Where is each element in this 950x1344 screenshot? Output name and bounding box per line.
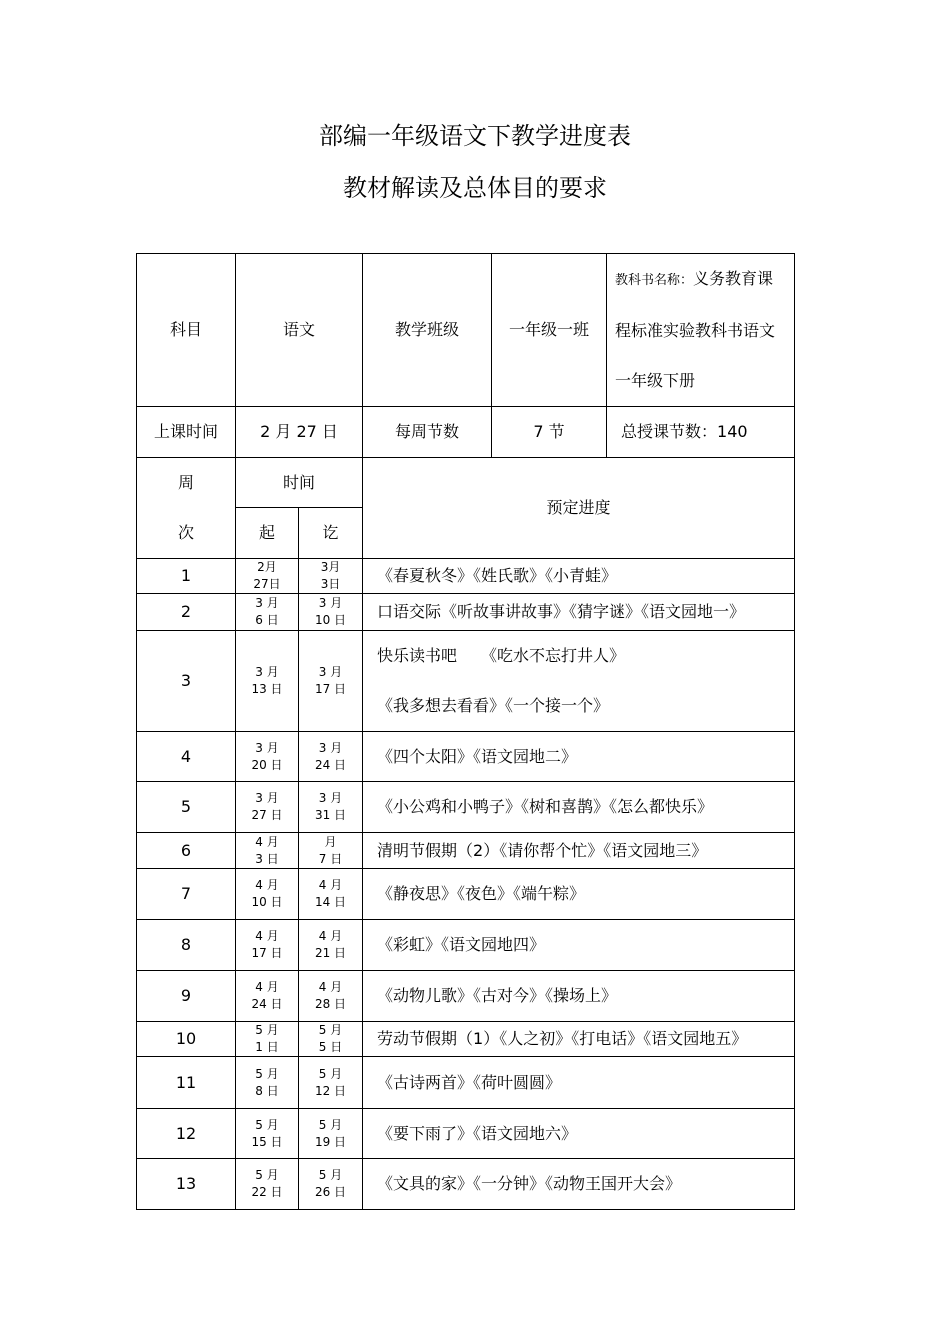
table-row — [137, 1057, 795, 1109]
start-date — [236, 594, 299, 631]
week-number: 3 — [137, 631, 236, 732]
progress-cell — [363, 971, 795, 1022]
end-date — [299, 594, 363, 631]
start-month: 3 月 — [255, 740, 279, 755]
start-date — [236, 971, 299, 1022]
start-date — [236, 1109, 299, 1159]
end-date — [299, 559, 363, 594]
table-row — [137, 1109, 795, 1159]
end-month: 3 月 — [318, 740, 343, 755]
progress-cell — [363, 833, 795, 869]
week-header — [137, 458, 236, 559]
start-day: 8 日 — [255, 1083, 279, 1098]
end-day: 3日 — [320, 577, 341, 591]
textbook-label: 教科书名称： — [615, 273, 694, 288]
table-row — [137, 782, 795, 833]
weekly-value: 7 节 — [492, 407, 607, 458]
table-row — [137, 732, 795, 782]
week-number: 12 — [137, 1109, 236, 1159]
class-value: 一年级一班 — [492, 254, 607, 407]
end-date — [299, 1109, 363, 1159]
end-day: 10 日 — [314, 613, 347, 627]
end-month: 4 月 — [318, 878, 343, 892]
end-day: 24 日 — [314, 757, 347, 772]
week-number: 8 — [137, 920, 236, 971]
table-row — [137, 833, 795, 869]
end-month: 5 月 — [318, 1168, 343, 1182]
progress-text: 劳动节假期（1）《人之初》《打电话》《语文园地五》 — [377, 1029, 748, 1048]
start-label: 上课时间 — [137, 407, 236, 458]
end-date — [299, 1057, 363, 1109]
end-day: 19 日 — [314, 1134, 347, 1149]
start-month: 5 月 — [255, 1023, 279, 1037]
progress-header: 预定进度 — [363, 458, 795, 559]
end-date — [299, 732, 363, 782]
table-row — [137, 869, 795, 920]
subject-label: 科目 — [137, 254, 236, 407]
start-day: 20 日 — [251, 757, 283, 772]
progress-text: 《古诗两首》《荷叶圆圆》 — [377, 1072, 562, 1092]
week-number: 7 — [137, 869, 236, 920]
end-month: 5 月 — [318, 1023, 343, 1037]
subject-value: 语文 — [236, 254, 363, 407]
progress-cell — [363, 732, 795, 782]
progress-cell — [363, 1159, 795, 1210]
header-row-1 — [137, 458, 795, 508]
start-month: 4 月 — [255, 834, 279, 849]
start-day: 10 日 — [251, 895, 283, 909]
end-date — [299, 1022, 363, 1057]
end-month: 3 月 — [318, 791, 343, 805]
start-date — [236, 631, 299, 732]
week-number: 11 — [137, 1057, 236, 1109]
end-day: 26 日 — [314, 1185, 347, 1199]
table-row — [137, 1159, 795, 1210]
progress-text: 《静夜思》《夜色》《端午粽》 — [377, 884, 586, 903]
start-month: 3 月 — [255, 665, 279, 679]
start-date — [236, 869, 299, 920]
start-month: 4 月 — [255, 878, 279, 892]
week-header-bottom: 次 — [177, 523, 194, 542]
end-month: 4 月 — [318, 929, 343, 943]
end-month: 3月 — [320, 560, 341, 574]
start-day: 6 日 — [255, 613, 279, 627]
week-number: 10 — [137, 1022, 236, 1057]
end-month: 3 月 — [318, 665, 343, 679]
table-row — [137, 594, 795, 631]
end-day: 7 日 — [318, 851, 343, 866]
end-day: 17 日 — [314, 682, 347, 696]
progress-text: 《四个太阳》《语文园地二》 — [377, 746, 578, 766]
progress-cell — [363, 559, 795, 594]
page-title: 部编一年级语文下教学进度表 — [319, 122, 631, 150]
week-number: 4 — [137, 732, 236, 782]
table-row — [137, 559, 795, 594]
progress-cell — [363, 1022, 795, 1057]
progress-cell — [363, 1057, 795, 1109]
progress-text: 清明节假期（2）《请你帮个忙》《语文园地三》 — [377, 840, 708, 860]
end-day: 31 日 — [314, 808, 347, 822]
end-day: 12 日 — [314, 1083, 347, 1098]
start-day: 13 日 — [251, 682, 283, 696]
progress-text: 《彩虹》《语文园地四》 — [377, 935, 546, 954]
info-row-2 — [137, 407, 795, 458]
progress-text: 《春夏秋冬》《姓氏歌》《小青蛙》 — [377, 566, 618, 585]
progress-text: 口语交际《听故事讲故事》《猜字谜》《语文园地一》 — [377, 602, 746, 621]
week-number: 5 — [137, 782, 236, 833]
start-date — [236, 1022, 299, 1057]
end-date — [299, 631, 363, 732]
end-header: 讫 — [299, 508, 363, 559]
start-month: 3 月 — [255, 596, 279, 610]
end-date — [299, 782, 363, 833]
start-month: 3 月 — [255, 791, 279, 805]
start-day: 24 日 — [251, 997, 283, 1011]
info-row-1 — [137, 254, 795, 407]
start-date — [236, 833, 299, 869]
end-month: 月 — [324, 834, 337, 849]
textbook-line1: 义务教育课 — [693, 269, 774, 288]
class-label: 教学班级 — [363, 254, 492, 407]
end-date — [299, 833, 363, 869]
start-date — [236, 920, 299, 971]
start-month: 2月 — [257, 560, 277, 574]
progress-cell — [363, 594, 795, 631]
textbook-line3: 一年级下册 — [615, 371, 696, 390]
start-month: 4 月 — [255, 980, 279, 994]
time-header: 时间 — [236, 458, 363, 508]
table-row — [137, 971, 795, 1022]
week-number: 2 — [137, 594, 236, 631]
week-number: 9 — [137, 971, 236, 1022]
end-date — [299, 920, 363, 971]
textbook-line2: 程标准实验教科书语文 — [615, 321, 776, 340]
end-day: 28 日 — [314, 997, 347, 1011]
week-number: 1 — [137, 559, 236, 594]
start-date — [236, 782, 299, 833]
end-date — [299, 869, 363, 920]
table-row — [137, 920, 795, 971]
weekly-label: 每周节数 — [363, 407, 492, 458]
page-subtitle: 教材解读及总体目的要求 — [343, 174, 607, 202]
progress-text: 《小公鸡和小鸭子》《树和喜鹊》《怎么都快乐》 — [377, 797, 714, 816]
start-date — [236, 1057, 299, 1109]
start-day: 27日 — [253, 577, 281, 591]
table-row — [137, 1022, 795, 1057]
end-month: 3 月 — [318, 596, 343, 610]
progress-text: 《要下雨了》《语文园地六》 — [377, 1123, 578, 1143]
start-day: 1 日 — [255, 1040, 279, 1054]
table-row — [137, 631, 795, 732]
progress-text-2: 《我多想去看看》《一个接一个》 — [377, 696, 610, 715]
end-date — [299, 971, 363, 1022]
schedule-table — [136, 253, 795, 1210]
progress-cell — [363, 920, 795, 971]
progress-cell — [363, 631, 795, 732]
start-value: 2 月 27 日 — [236, 407, 363, 458]
textbook-cell — [607, 254, 795, 407]
end-day: 14 日 — [314, 895, 347, 909]
start-month: 5 月 — [255, 1066, 279, 1081]
progress-text: 《文具的家》《一分钟》《动物王国开大会》 — [377, 1174, 682, 1193]
start-day: 17 日 — [251, 946, 283, 960]
week-number: 13 — [137, 1159, 236, 1210]
week-header-top: 周 — [177, 473, 194, 492]
start-month: 5 月 — [255, 1168, 279, 1182]
start-day: 15 日 — [251, 1134, 283, 1149]
start-day: 3 日 — [255, 851, 279, 866]
progress-text: 《动物儿歌》《古对今》《操场上》 — [377, 986, 618, 1005]
start-day: 27 日 — [251, 808, 283, 822]
progress-cell — [363, 782, 795, 833]
start-date — [236, 559, 299, 594]
start-header: 起 — [236, 508, 299, 559]
start-month: 4 月 — [255, 929, 279, 943]
start-month: 5 月 — [255, 1117, 279, 1132]
start-date — [236, 732, 299, 782]
start-date — [236, 1159, 299, 1210]
week-number: 6 — [137, 833, 236, 869]
end-day: 5 日 — [318, 1040, 343, 1054]
progress-cell — [363, 869, 795, 920]
start-day: 22 日 — [251, 1185, 283, 1199]
end-day: 21 日 — [314, 946, 347, 960]
total-lessons: 总授课节数：140 — [607, 407, 795, 458]
progress-text: 快乐读书吧 《吃水不忘打井人》 — [377, 646, 626, 665]
progress-cell — [363, 1109, 795, 1159]
end-month: 4 月 — [318, 980, 343, 994]
end-date — [299, 1159, 363, 1210]
end-month: 5 月 — [318, 1066, 343, 1081]
end-month: 5 月 — [318, 1117, 343, 1132]
